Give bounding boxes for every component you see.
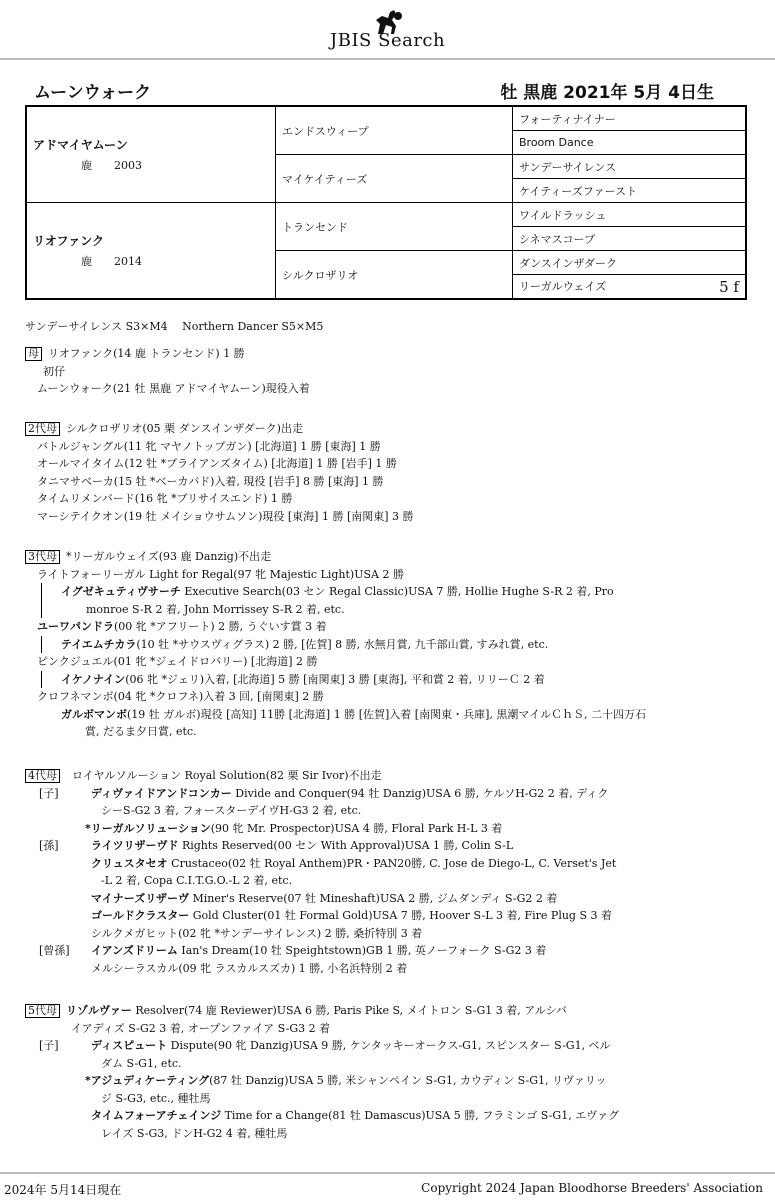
pedigree-g3-2: Broom Dance — [513, 131, 747, 155]
sire-name: アドマイヤムーン — [33, 138, 128, 152]
dam-color: 鹿 — [81, 255, 92, 268]
gen4-line: Crustaceo(02 牡 Royal Anthem)PR・PAN20勝, C. Jose de Diego-L, C. Verset's Jet — [167, 856, 617, 870]
gen4-horse: イアンズドリーム — [91, 944, 178, 957]
gen3-line: (00 牝 *アフリート) 2 勝, うぐいす賞 3 着 — [114, 620, 327, 633]
header-divider — [0, 58, 775, 60]
dam-line: ムーンウォーク(21 牡 黒鹿 アドマイヤムーン)現役入着 — [37, 382, 310, 395]
gen5-line: レイズ S-G3, ドンH-G2 4 着, 種牡馬 — [101, 1126, 288, 1140]
family-number: 5 f — [719, 277, 739, 296]
gen3-line: (06 牝 *ジェリ)入着, [北海道] 5 勝 [南関東] 3 勝 [東海], 平和賞 2 着, リリーＣ 2 着 — [125, 672, 545, 686]
sire-color: 鹿 — [81, 159, 92, 172]
gen4-line: Gold Cluster(01 牡 Formal Gold)USA 7 勝, Hoover S-L 3 着, Fire Plug S 3 着 — [189, 909, 612, 922]
gen4-tag: 4代母 — [25, 769, 60, 783]
gen4-line: Ian's Dream(10 牡 Speightstown)GB 1 勝, 英ノーフォーク S-G2 3 着 — [177, 944, 547, 957]
gen2-line: タイムリメンバード(16 牝 *ブリサイスエンド) 1 勝 — [37, 492, 293, 505]
pedigree-g3-1: フォーティナイナー — [513, 106, 747, 131]
gen3-tag: 3代母 — [25, 550, 60, 564]
gen3-horse: ユーワパンドラ — [37, 620, 114, 633]
gen3-line: クロフネマンボ(04 牝 *クロフネ)入着 3 回, [南関東] 2 勝 — [37, 690, 324, 703]
dam-year: 2014 — [114, 255, 142, 268]
dam-line: リオファンク(14 鹿 トランセンド) 1 勝 — [48, 347, 245, 360]
dam-tag: 母 — [25, 347, 42, 361]
gen2-section — [25, 420, 755, 525]
gen4-kind: [孫] — [39, 839, 59, 852]
gen3-line: ピンクジュエル(01 牝 *ジェイドロバリー) [北海道] 2 勝 — [37, 655, 318, 668]
gen3-horse: テイエムチカラ — [61, 637, 137, 651]
footer-date: 2024年 5月14日現在 — [4, 1183, 122, 1197]
gen5-horse: リゾルヴァー — [66, 1004, 132, 1017]
gen3-line: monroe S-R 2 着, John Morrissey S-R 2 着, etc. — [86, 602, 345, 616]
pedigree-g3-8-name: リーガルウェイズ — [519, 279, 607, 293]
gen4-line: (90 牝 Mr. Prospector)USA 4 勝, Floral Park H-L 3 着 — [210, 821, 503, 835]
gen2-line: タニマサベーカ(15 牡 *ベーカバド)入着, 現役 [岩手] 8 勝 [東海] 1 勝 — [37, 474, 384, 488]
gen5-line: イアディズ S-G2 3 着, オープンファイア S-G3 2 着 — [71, 1021, 331, 1035]
gen2-tag: 2代母 — [25, 422, 60, 436]
gen4-horse: ライツリザーヴド — [91, 839, 179, 852]
gen3-horse: イケノナイン — [61, 672, 126, 686]
gen3-horse: ガルボマンボ — [61, 707, 127, 721]
gen3-line: Executive Search(03 セン Regal Classic)USA 7 勝, Hollie Hughe S-R 2 着, Pro — [180, 585, 614, 598]
gen5-line: Resolver(74 鹿 Reviewer)USA 6 勝, Paris Pike S, メイトロン S-G1 3 着, アルシバ — [131, 1004, 567, 1017]
gen5-horse: ディスピュート — [91, 1039, 168, 1052]
footer-divider — [0, 1172, 775, 1174]
gen3-line: (10 牡 *サウスヴィグラス) 2 勝, [佐賀] 8 勝, 水無月賞, 九千部山賞, すみれ賞, etc. — [136, 637, 549, 651]
gen5-line: ダム S-G1, etc. — [101, 1056, 182, 1070]
pedigree-g3-3: サンデーサイレンス — [513, 155, 747, 179]
gen4-line: シルクメガヒット(02 牝 *サンデーサイレンス) 2 勝, 桑折特別 3 着 — [91, 926, 423, 940]
pedigree-g2-1: エンドスウィープ — [276, 106, 513, 155]
sire-year: 2003 — [114, 159, 142, 172]
gen4-line: -L 2 着, Copa C.I.T.G.O.-L 2 着, etc. — [101, 874, 293, 887]
gen4-horse: マイナーズリザーヴ — [91, 891, 190, 905]
pedigree-g3-6: シネマスコープ — [513, 227, 747, 251]
logo-text: JBIS Search — [330, 30, 446, 51]
pedigree-g3-5: ワイルドラッシュ — [513, 203, 747, 227]
gen4-section — [25, 767, 755, 977]
pedigree-g2-4: シルクロザリオ — [276, 251, 513, 300]
dam-section — [25, 345, 755, 398]
gen5-kind: [子] — [39, 1039, 59, 1052]
gen3-line: 賞, だるま夕日賞, etc. — [85, 725, 197, 738]
gen4-line: Miner's Reserve(07 牡 Mineshaft)USA 2 勝, ジムダンディ S-G2 2 着 — [189, 891, 558, 905]
gen3-line: (19 牡 ガルボ)現役 [高知] 11勝 [北海道] 1 勝 [佐賀]入着 [南関東・兵庫], 黒潮マイルＣｈＳ, 二十四万石 — [127, 707, 647, 721]
pedigree-g2-3: トランセンド — [276, 203, 513, 251]
pedigree-g3-4: ケイティーズファースト — [513, 179, 747, 203]
horse-name: ムーンウォーク — [34, 83, 152, 103]
gen4-kind: [曾孫] — [39, 944, 70, 957]
horse-info: 牡 黒鹿 2021年 5月 4日生 — [500, 83, 714, 103]
gen5-line: ジ S-G3, etc., 種牡馬 — [101, 1091, 211, 1105]
jbis-logo — [330, 8, 460, 52]
gen5-section — [25, 1002, 755, 1142]
gen5-line: Time for a Change(81 牡 Damascus)USA 5 勝, フラミンゴ S-G1, エヴァグ — [221, 1109, 620, 1122]
gen4-head: ロイヤルソルーション Royal Solution(82 栗 Sir Ivor)不出走 — [72, 769, 382, 782]
gen5-tag: 5代母 — [25, 1004, 60, 1018]
gen4-line: シーS-G2 3 着, フォースターデイヴH-G3 2 着, etc. — [101, 804, 362, 817]
horse-header — [34, 78, 744, 103]
gen4-horse: クリュスタセオ — [91, 856, 168, 870]
gen4-line: メルシーラスカル(09 牝 ラスカルスズカ) 1 勝, 小名浜特別 2 着 — [91, 961, 408, 975]
gen5-line: Dispute(90 牝 Danzig)USA 9 勝, ケンタッキーオークス-G1, スピンスター S-G1, ベル — [167, 1039, 611, 1052]
gen5-horse: *アジュディケーティング — [85, 1074, 210, 1087]
gen2-line: オールマイタイム(12 牡 *ブライアンズタイム) [北海道] 1 勝 [岩手] 1 勝 — [37, 457, 397, 470]
pedigree-sire — [26, 106, 276, 203]
gen5-line: (87 牡 Danzig)USA 5 勝, 米シャンペイン S-G1, カウディン S-G1, リヴァリッ — [209, 1074, 607, 1087]
gen3-line: ライトフォーリーガル Light for Regal(97 牝 Majestic Light)USA 2 勝 — [37, 567, 404, 581]
gen2-line: バトルジャングル(11 牝 マヤノトップガン) [北海道] 1 勝 [東海] 1 勝 — [37, 439, 381, 453]
gen4-line: Rights Reserved(00 セン With Approval)USA 1 勝, Colin S-L — [178, 839, 514, 852]
pedigree-g3-7: ダンスインザダーク — [513, 251, 747, 275]
footer-copyright: Copyright 2024 Japan Bloodhorse Breeders' Association — [421, 1181, 763, 1195]
gen4-horse: ディヴァイドアンドコンカー — [91, 786, 232, 800]
dam-name: リオファンク — [33, 234, 105, 248]
pedigree-dam — [26, 203, 276, 300]
pedigree-g3-8 — [513, 275, 747, 300]
gen4-horse: *リーガルソリューション — [85, 821, 211, 835]
pedigree-table — [25, 105, 747, 300]
gen4-line: Divide and Conquer(94 牡 Danzig)USA 6 勝, ケルソH-G2 2 着, ディク — [231, 786, 609, 800]
gen3-head: *リーガルウェイズ(93 鹿 Danzig)不出走 — [66, 550, 272, 563]
dam-line: 初仔 — [43, 364, 65, 378]
pedigree-g2-2: マイケイティーズ — [276, 155, 513, 203]
gen3-section — [25, 548, 755, 741]
inbreeding-line: サンデーサイレンス S3×M4 Northern Dancer S5×M5 — [25, 320, 324, 333]
gen4-horse: ゴールドクラスター — [91, 909, 190, 922]
gen5-horse: タイムフォーアチェインジ — [91, 1109, 222, 1122]
gen2-line: シルクロザリオ(05 栗 ダンスインザダーク)出走 — [66, 422, 303, 435]
gen3-horse: イグゼキュティヴサーチ — [61, 585, 181, 598]
gen2-line: マーシテイクオン(19 牡 メイショウサムソン)現役 [東海] 1 勝 [南関東] 3 勝 — [37, 509, 414, 523]
gen4-kind: [子] — [39, 786, 59, 800]
